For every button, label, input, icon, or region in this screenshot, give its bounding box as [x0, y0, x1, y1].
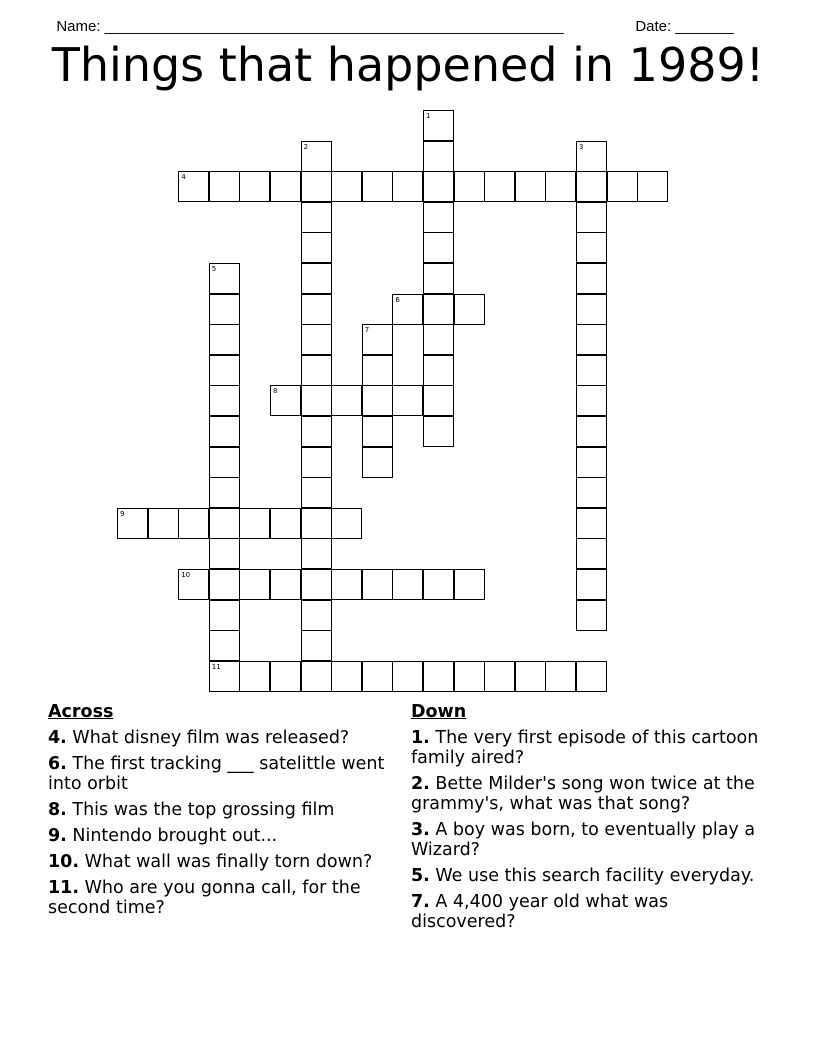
grid-cell[interactable] — [301, 538, 332, 569]
grid-cell[interactable] — [515, 171, 546, 202]
grid-cell[interactable] — [454, 569, 485, 600]
grid-cell[interactable] — [209, 600, 240, 631]
grid-cell[interactable] — [301, 416, 332, 447]
grid-cell[interactable] — [362, 171, 393, 202]
grid-cell[interactable] — [178, 569, 209, 600]
grid-cell[interactable] — [301, 232, 332, 263]
grid-cell[interactable] — [209, 447, 240, 478]
grid-cell[interactable] — [545, 661, 576, 692]
clue-across-8: 8. This was the top grossing film — [48, 800, 335, 820]
grid-cell[interactable] — [209, 416, 240, 447]
grid-cell[interactable] — [301, 630, 332, 661]
grid-cell[interactable] — [331, 569, 362, 600]
grid-cell[interactable] — [362, 661, 393, 692]
down-heading: Down — [411, 702, 467, 722]
grid-cell[interactable] — [423, 569, 454, 600]
grid-cell[interactable] — [423, 661, 454, 692]
grid-cell[interactable] — [576, 202, 607, 233]
clue-number: 2 — [303, 142, 309, 151]
grid-cell[interactable] — [301, 447, 332, 478]
grid-cell[interactable] — [423, 294, 454, 325]
clue-across-6: 6. The first tracking ___ satelittle went into orbit — [48, 754, 385, 794]
grid-cell[interactable] — [423, 385, 454, 416]
grid-cell[interactable] — [576, 141, 607, 172]
grid-cell[interactable] — [392, 661, 423, 692]
grid-cell[interactable] — [607, 171, 638, 202]
clue-number: 4 — [181, 173, 186, 182]
grid-cell[interactable] — [301, 294, 332, 325]
clue-across-4: 4. What disney film was released? — [48, 728, 350, 748]
grid-cell[interactable] — [576, 447, 607, 478]
grid-cell[interactable] — [301, 385, 332, 416]
grid-cell[interactable] — [515, 661, 546, 692]
grid-cell[interactable] — [209, 385, 240, 416]
clue-number: 10 — [181, 571, 191, 579]
date-line: _______ — [675, 18, 734, 35]
grid-cell[interactable] — [576, 416, 607, 447]
grid-cell[interactable] — [270, 661, 301, 692]
grid-cell[interactable] — [301, 263, 332, 294]
clue-across-9: 9. Nintendo brought out... — [48, 826, 278, 846]
grid-cell[interactable] — [576, 477, 607, 508]
clue-number: 5 — [211, 265, 217, 273]
grid-cell[interactable] — [392, 385, 423, 416]
clue-number: 7 — [364, 326, 370, 335]
grid-cell[interactable] — [576, 508, 607, 539]
grid-cell[interactable] — [576, 538, 607, 569]
grid-cell[interactable] — [301, 355, 332, 386]
grid-cell[interactable] — [423, 202, 454, 233]
grid-cell[interactable] — [270, 171, 301, 202]
clue-down-1: 1. The very first episode of this cartoon family aired? — [411, 728, 759, 768]
grid-cell[interactable] — [148, 508, 179, 539]
grid-cell[interactable] — [270, 385, 301, 416]
grid-cell[interactable] — [392, 569, 423, 600]
grid-cell[interactable] — [331, 171, 362, 202]
clue-number: 9 — [120, 509, 125, 518]
grid-cell[interactable] — [209, 569, 240, 600]
name-line: _______________________________________________________ — [104, 18, 564, 35]
name-label: Name: — [56, 18, 105, 35]
grid-cell[interactable] — [454, 294, 485, 325]
grid-cell[interactable] — [301, 171, 332, 202]
grid-cell[interactable] — [178, 508, 209, 539]
grid-cell[interactable] — [423, 324, 454, 355]
grid-cell[interactable] — [209, 508, 240, 539]
grid-cell[interactable] — [454, 171, 485, 202]
down-clues — [411, 701, 761, 938]
grid-cell[interactable] — [576, 232, 607, 263]
grid-cell[interactable] — [362, 447, 393, 478]
clue-down-2: 2. Bette Milder's song won twice at the grammy's, what was that song? — [411, 774, 755, 814]
grid-cell[interactable] — [576, 324, 607, 355]
grid-cell[interactable] — [362, 324, 393, 355]
clue-across-10: 10. What wall was finally torn down? — [48, 852, 373, 872]
date-label: Date: — [635, 18, 676, 35]
grid-cell[interactable] — [239, 171, 270, 202]
across-heading: Across — [48, 702, 114, 722]
grid-cell[interactable] — [392, 294, 423, 325]
grid-cell[interactable] — [545, 171, 576, 202]
grid-cell[interactable] — [423, 232, 454, 263]
grid-cell[interactable] — [423, 263, 454, 294]
clue-number: 6 — [395, 295, 400, 304]
grid-cell[interactable] — [178, 171, 209, 202]
grid-cell[interactable] — [423, 355, 454, 386]
grid-cell[interactable] — [209, 263, 240, 294]
grid-cell[interactable] — [576, 600, 607, 631]
grid-cell[interactable] — [454, 661, 485, 692]
grid-cell[interactable] — [576, 385, 607, 416]
clue-down-7: 7. A 4,400 year old what was discovered? — [411, 892, 669, 932]
grid-cell[interactable] — [362, 569, 393, 600]
grid-cell[interactable] — [576, 569, 607, 600]
grid-cell[interactable] — [209, 324, 240, 355]
grid-cell[interactable] — [209, 477, 240, 508]
grid-cell[interactable] — [117, 508, 148, 539]
grid-cell[interactable] — [301, 508, 332, 539]
grid-cell[interactable] — [576, 355, 607, 386]
grid-cell[interactable] — [331, 385, 362, 416]
grid-cell[interactable] — [239, 661, 270, 692]
grid-cell[interactable] — [301, 661, 332, 692]
grid-cell[interactable] — [239, 508, 270, 539]
grid-cell[interactable] — [209, 630, 240, 661]
grid-cell[interactable] — [209, 661, 240, 692]
grid-cell[interactable] — [576, 294, 607, 325]
grid-cell[interactable] — [331, 508, 362, 539]
grid-cell[interactable] — [301, 324, 332, 355]
grid-cell[interactable] — [209, 171, 240, 202]
clue-number: 1 — [426, 112, 431, 120]
page-title: Things that happened in 1989! — [51, 38, 765, 92]
grid-cell[interactable] — [484, 661, 515, 692]
grid-cell[interactable] — [270, 508, 301, 539]
grid-cell[interactable] — [576, 263, 607, 294]
grid-cell[interactable] — [423, 171, 454, 202]
across-clues — [48, 701, 398, 924]
grid-cell[interactable] — [301, 600, 332, 631]
grid-cell[interactable] — [423, 110, 454, 141]
clue-number: 3 — [579, 142, 584, 151]
grid-cell[interactable] — [301, 141, 332, 172]
grid-cell[interactable] — [423, 141, 454, 172]
grid-cell[interactable] — [331, 661, 362, 692]
clue-down-5: 5. We use this search facility everyday. — [411, 866, 755, 886]
grid-cell[interactable] — [484, 171, 515, 202]
grid-cell[interactable] — [209, 294, 240, 325]
grid-cell[interactable] — [270, 569, 301, 600]
grid-cell[interactable] — [576, 661, 607, 692]
grid-cell[interactable] — [362, 355, 393, 386]
grid-cell[interactable] — [392, 171, 423, 202]
grid-cell[interactable] — [423, 416, 454, 447]
grid-cell[interactable] — [301, 477, 332, 508]
clue-number: 8 — [273, 387, 278, 396]
grid-cell[interactable] — [301, 202, 332, 233]
grid-cell[interactable] — [362, 385, 393, 416]
clue-down-3: 3. A boy was born, to eventually play a Wizard? — [411, 820, 756, 860]
grid-cell[interactable] — [239, 569, 270, 600]
clue-across-11: 11. Who are you gonna call, for the second time? — [48, 878, 361, 918]
grid-cell[interactable] — [209, 538, 240, 569]
grid-cell[interactable] — [576, 171, 607, 202]
grid-cell[interactable] — [362, 416, 393, 447]
grid-cell[interactable] — [301, 569, 332, 600]
grid-cell[interactable] — [209, 355, 240, 386]
grid-cell[interactable] — [637, 171, 668, 202]
clue-number: 11 — [211, 662, 221, 671]
